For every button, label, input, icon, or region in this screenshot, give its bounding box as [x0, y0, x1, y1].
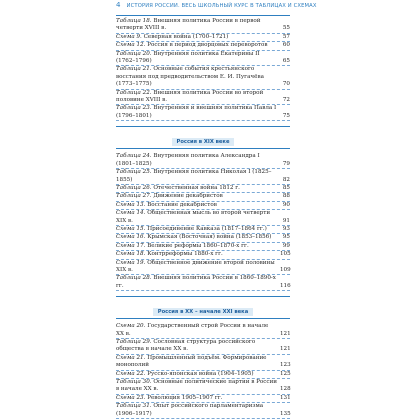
toc-entry — [116, 243, 290, 251]
page-header — [116, 1, 317, 16]
toc-entry-label: Схема 9. — [116, 33, 142, 40]
toc-entry-label: Таблица 21. — [116, 66, 152, 73]
toc-entry — [116, 395, 290, 403]
toc-entry-text — [116, 202, 280, 209]
toc-entry-title: Опыт российского парламентаризма (1906–1917) — [116, 403, 264, 417]
toc-entry-title: Внутренняя политика Николая I (1825–1855) — [116, 169, 272, 183]
toc-entry-label: Таблица 30. — [116, 379, 152, 386]
toc-entry-label: Схема 15. — [116, 225, 146, 232]
toc-entry-title: Промышленный подъём. Формирование монополий — [116, 354, 267, 369]
toc-entry — [116, 210, 290, 226]
toc-entry-page: 85 — [282, 184, 290, 191]
toc-entry-title: Движение декабристов — [153, 193, 223, 200]
toc-entry — [116, 42, 290, 50]
toc-entry-label: Схема 13. — [116, 201, 146, 208]
toc-entry-page: 116 — [280, 282, 291, 289]
toc-entry-page: 60 — [282, 42, 290, 49]
toc-entry — [116, 153, 290, 169]
toc-entry-label: Схема 20. — [116, 323, 146, 330]
toc-entry-title: Общественное движение второй половины XIX в. — [116, 259, 275, 273]
toc-entry — [116, 355, 290, 371]
toc-entry-page: 79 — [282, 160, 290, 167]
toc-entry-label: Схема 16. — [116, 234, 146, 241]
toc-entry — [116, 260, 290, 276]
toc-entry-title: Внешняя политика России в первой четверти XVIII в. — [116, 18, 261, 32]
toc-entry-label: Схема 19. — [116, 259, 146, 266]
toc-entry-text — [116, 226, 280, 233]
section-heading-19th-century — [116, 126, 290, 149]
toc-entry-label: Схема 14. — [116, 210, 146, 217]
toc-entry-text — [116, 42, 280, 49]
toc-entry-title: Сословная структура российского общества в начале XX в. — [116, 339, 256, 353]
toc-entry-page: 57 — [282, 33, 290, 40]
section-title: Россия в XIX веке — [172, 138, 235, 146]
toc-entry-label: Таблица 24. — [116, 153, 152, 160]
toc-entry-page: 65 — [282, 58, 290, 65]
toc-entry-page: 131 — [280, 394, 291, 401]
toc-entry-page: 88 — [282, 193, 290, 200]
section-title: Россия в XX – начале XXI века — [153, 308, 253, 316]
toc-entry — [116, 193, 290, 201]
toc-entry — [116, 90, 290, 106]
toc-entry-page: 72 — [282, 97, 290, 104]
toc-entry-label: Схема 22. — [116, 370, 146, 377]
toc-entry — [116, 202, 290, 210]
section-heading-20th-century — [116, 296, 290, 319]
toc-entry-text — [116, 403, 280, 418]
toc-entry-label: Таблица 23. — [116, 105, 152, 112]
toc-entry — [116, 105, 290, 121]
toc-entry-title: Основные события крестьянского восстания под предводительством Е. И. Пугачёва (1773–1775) — [116, 66, 264, 88]
toc-entry-page: 121 — [280, 330, 291, 337]
toc-entry — [116, 403, 290, 419]
toc-entry — [116, 339, 290, 355]
toc-group-20th-century — [116, 323, 290, 419]
toc-entry-title: Восстание декабристов — [147, 201, 217, 208]
toc-entry-text — [116, 66, 280, 88]
toc-entry-title: Основные политические партии в России в начале XX в. — [116, 379, 277, 393]
toc-entry — [116, 275, 290, 291]
toc-entry-label: Таблица 29. — [116, 339, 152, 345]
toc-entry — [116, 371, 290, 379]
toc-entry-label: Схема 17. — [116, 242, 146, 249]
toc-entry-text — [116, 371, 280, 378]
toc-entry-label: Схема 12. — [116, 42, 146, 49]
toc-entry — [116, 18, 290, 34]
toc-entry-text — [116, 395, 280, 402]
toc-entry-text — [116, 355, 280, 370]
toc-entry-label: Таблица 28. — [116, 275, 152, 282]
toc-entry-label: Таблица 31. — [116, 403, 152, 410]
toc-entry-title: Отечественная война 1812 г. — [153, 184, 240, 191]
toc-entry-text — [116, 18, 280, 33]
toc-page — [0, 1, 400, 417]
toc-entry-label: Таблица 20. — [116, 50, 152, 57]
toc-entry-title: Внутренняя политика Екатерины II (1762–1796) — [116, 50, 260, 65]
toc-entry-title: Внешняя политика России в 1860–1890-х гг. — [116, 275, 276, 289]
toc-entry-page: 123 — [280, 362, 291, 369]
toc-entry-page: 105 — [280, 251, 291, 258]
toc-entry-text — [116, 323, 280, 338]
toc-entry-text — [116, 153, 280, 168]
toc-entry-page: 91 — [282, 217, 290, 224]
toc-group-19th-century — [116, 153, 290, 291]
toc-entry — [116, 169, 290, 185]
toc-entry-label: Таблица 27. — [116, 193, 152, 200]
toc-entry-text — [116, 379, 280, 394]
toc-entry-page: 55 — [282, 25, 290, 32]
toc-entry-page: 82 — [282, 176, 290, 183]
toc-entry-title: Россия в период дворцовых переворотов — [147, 42, 268, 49]
toc-entry-title: Внутренняя политика Александра I (1801–1825) — [116, 153, 260, 167]
toc-entry-text — [116, 105, 280, 120]
toc-entry-title: Внутренняя и внешняя политика Павла I (1796–1801) — [116, 105, 277, 119]
toc-entry-title: Революция 1905–1907 гг. — [147, 394, 223, 401]
toc-entry-title: Северная война (1700–1721) — [143, 33, 229, 40]
page-number: 4 — [116, 1, 121, 9]
toc-entry-title: Контрреформы 1880-х гг. — [147, 251, 223, 258]
toc-entry-title: Общественная мысль во второй четверти XIX в. — [116, 210, 271, 224]
toc-entry-page: 99 — [282, 242, 290, 249]
toc-entry-text — [116, 234, 280, 241]
toc-entry-title: Русско-японская война (1904–1905) — [147, 370, 254, 377]
toc-entry-page: 128 — [280, 386, 291, 393]
toc-group-18th-century — [116, 18, 290, 121]
toc-entry-title: Государственный строй России в начале XX в. — [116, 323, 269, 337]
toc-entry-label: Таблица 18. — [116, 18, 152, 24]
toc-entry-page: 90 — [282, 201, 290, 208]
toc-entry-text — [116, 90, 280, 105]
toc-entry-label: Таблица 26. — [116, 184, 152, 191]
toc-entry-label: Схема 23. — [116, 394, 146, 401]
toc-entry-page: 95 — [282, 234, 290, 241]
toc-entry-text — [116, 185, 280, 192]
toc-entry — [116, 251, 290, 259]
toc-entry — [116, 34, 290, 42]
toc-entry-label: Схема 18. — [116, 251, 146, 258]
toc-entry-text — [116, 34, 280, 41]
toc-entry — [116, 323, 290, 339]
toc-entry-page: 121 — [280, 346, 291, 353]
toc-entry-page: 70 — [282, 81, 290, 88]
toc-entry-text — [116, 275, 280, 290]
toc-entry-text — [116, 251, 280, 258]
toc-entry-text — [116, 243, 280, 250]
toc-entry-text — [116, 339, 280, 354]
toc-entry-page: 93 — [282, 225, 290, 232]
toc-entry — [116, 66, 290, 89]
toc-entry-title: Внешняя политика России во второй половине XVIII в. — [116, 89, 264, 104]
toc-entry-text — [116, 51, 280, 66]
toc-entry-title: Присоединение Кавказа (1817–1864 гг.) — [147, 225, 267, 232]
toc-entry-label: Таблица 22. — [116, 89, 152, 96]
toc-entry-page: 75 — [282, 112, 290, 119]
toc-entry-text — [116, 260, 280, 275]
toc-entry-title: Крымская (Восточная) война (1853–1856) — [147, 234, 272, 241]
toc-entry — [116, 51, 290, 67]
toc-entry-page: 135 — [280, 410, 291, 417]
toc-entry-page: 109 — [280, 266, 291, 273]
toc-entry — [116, 234, 290, 242]
toc-entry — [116, 379, 290, 395]
toc-entry-text — [116, 193, 280, 200]
toc-entry-label: Таблица 25. — [116, 169, 152, 176]
toc-entry-label: Схема 21. — [116, 354, 146, 361]
toc-entry-text — [116, 169, 280, 184]
toc-entry-page: 125 — [280, 370, 291, 377]
toc-entry-title: Великие реформы 1860–1870-х гг. — [147, 242, 249, 249]
running-title: ИСТОРИЯ РОССИИ. ВЕСЬ ШКОЛЬНЫЙ КУРС В ТАБЛИЦАХ И СХЕМАХ — [126, 3, 317, 9]
toc-entry-text — [116, 210, 280, 225]
